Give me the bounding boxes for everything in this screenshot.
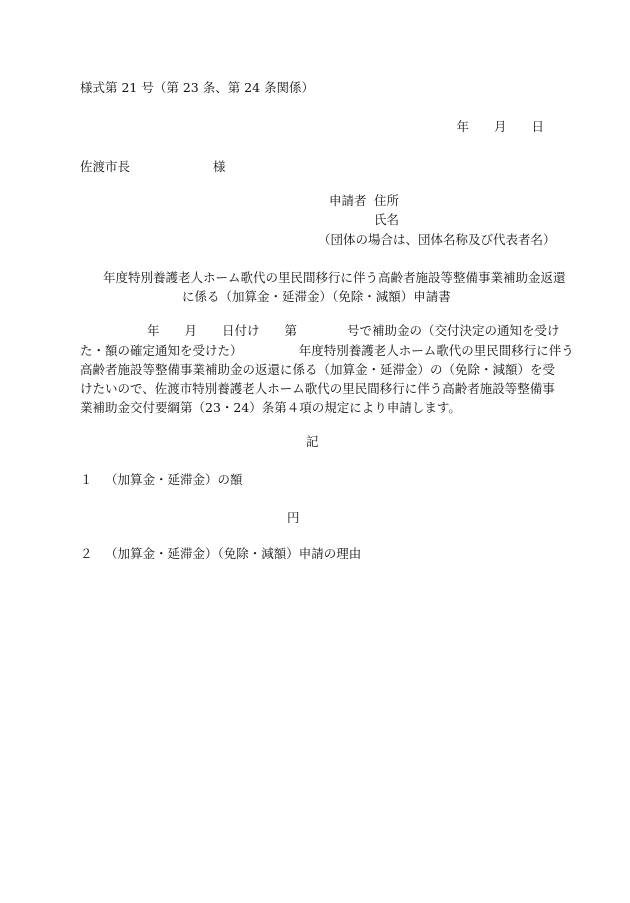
date-line: 年 月 日	[456, 119, 544, 134]
currency-unit: 円	[287, 510, 300, 525]
applicant-group-note: （団体の場合は、団体名称及び代表者名）	[318, 232, 556, 247]
item-1-number: １	[80, 472, 93, 487]
applicant-address-label: 住所	[374, 193, 400, 208]
addressee-honorific: 様	[213, 159, 226, 174]
note-heading: 記	[306, 434, 319, 449]
applicant-label: 申請者	[329, 193, 367, 208]
body-line-3: 高齢者施設等整備事業補助金の返還に係る（加算金・延滞金）の（免除・減額）を受	[80, 362, 556, 377]
body-line-2: た・額の確定通知を受けた） 年度特別養護老人ホーム歌代の里民間移行に伴う	[80, 343, 574, 358]
item-1-label: （加算金・延滞金）の額	[105, 472, 243, 487]
item-2-number: ２	[80, 546, 93, 561]
body-line-5: 業補助金交付要綱第（23・24）条第４項の規定により申請します。	[80, 400, 461, 415]
document-title-line-2: に係る（加算金・延滞金）（免除・減額）申請書	[182, 289, 451, 304]
document-title-line-1: 年度特別養護老人ホーム歌代の里民間移行に伴う高齢者施設等整備事業補助金返還	[103, 270, 566, 285]
form-number: 様式第 21 号（第 23 条、第 24 条関係）	[80, 80, 315, 95]
applicant-name-label: 氏名	[374, 212, 400, 227]
addressee-mayor: 佐渡市長	[80, 159, 131, 174]
item-2-label: （加算金・延滞金）（免除・減額）申請の理由	[105, 546, 362, 561]
body-line-1: 年 月 日付け 第 号で補助金の（交付決定の通知を受け	[147, 323, 560, 338]
body-line-4: けたいので、佐渡市特別養護老人ホーム歌代の里民間移行に伴う高齢者施設等整備事	[80, 381, 555, 396]
